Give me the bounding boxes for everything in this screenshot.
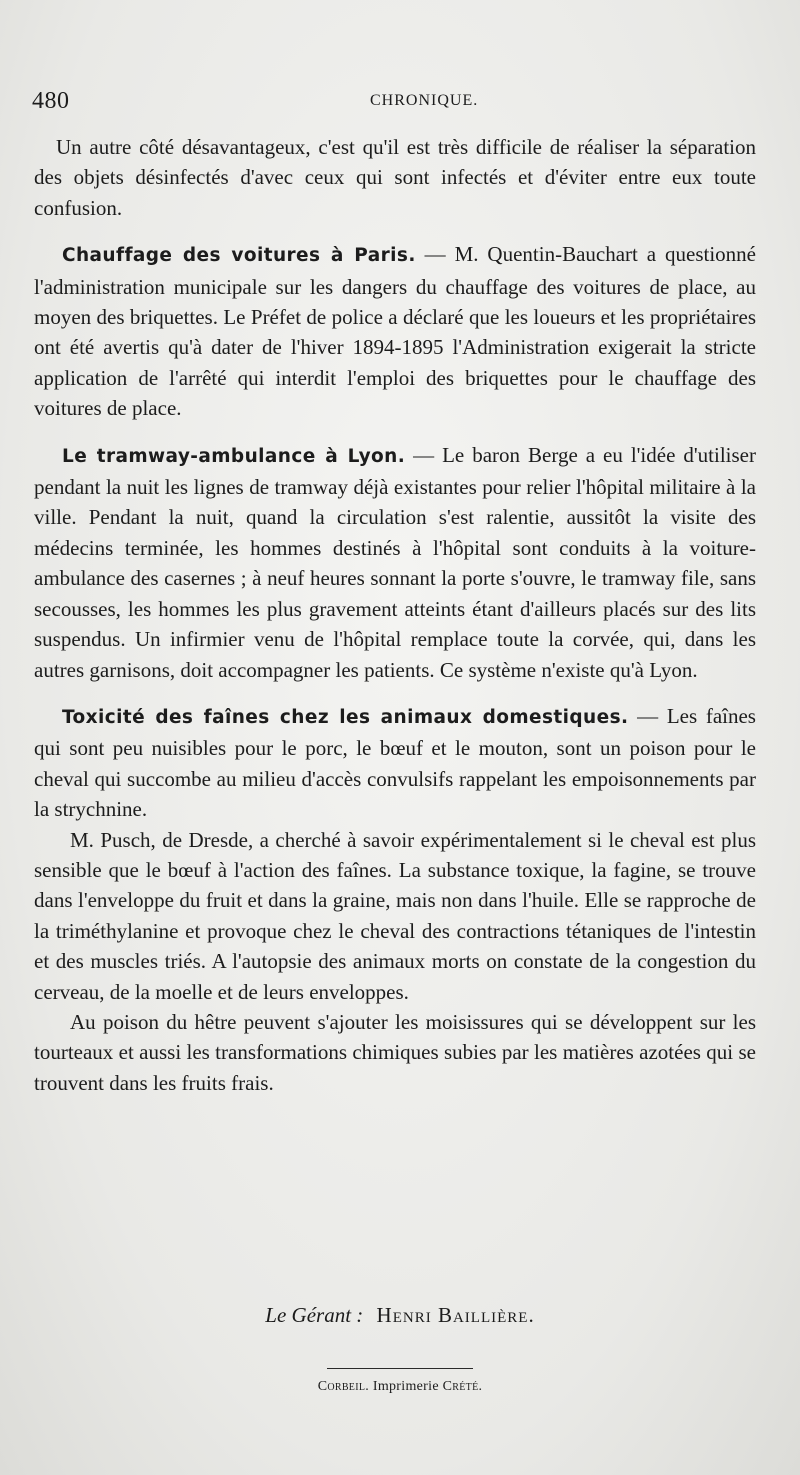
signature-line xyxy=(0,1303,800,1328)
section-text: — M. Quentin-Bauchart a questionné l'administration municipale sur les dangers du chauffage des voitures de place, au moyen des briquettes. Le Préfet de police a déclaré que les loueurs et les propriétaires ont été avertis qu'à dater de l'hiver 1894-1895 l'Administration exigerait la stricte application de l'arrêté qui interdit l'emploi des briquettes pour le chauffage des voitures de place. xyxy=(34,242,757,421)
imprint-text: Imprimerie xyxy=(372,1379,439,1394)
section-tramway xyxy=(34,440,756,685)
section-chauffage xyxy=(34,239,756,423)
imprint-place: Corbeil. xyxy=(317,1379,370,1394)
section-paragraph: M. Pusch, de Dresde, a cherché à savoir expérimentalement si le cheval est plus sensible que le bœuf à l'action des faînes. La substance toxique, la fagine, se trouve dans l'enveloppe du fruit et dans la graine, mais non dans l'huile. Elle se rapproche de la triméthylanine et provoque chez le cheval des contractions tétaniques de l'intestin et des muscles triés. A l'autopsie des animaux morts on constate de la congestion du cerveau, de la moelle et de leurs enveloppes. xyxy=(34,827,756,1004)
section-paragraph xyxy=(34,701,756,825)
printer-imprint xyxy=(0,1379,800,1395)
signature-label: Le Gérant : xyxy=(265,1303,364,1327)
intro-paragraph: Un autre côté désavantageux, c'est qu'il est très difficile de réaliser la séparation des objets désinfectés d'avec ceux qui sont infectés et d'éviter entre eux toute confusion. xyxy=(34,135,756,220)
page-number: 480 xyxy=(32,88,70,114)
section-heading: Chauffage des voitures à Paris. xyxy=(62,245,416,267)
imprint-printer: Crété. xyxy=(442,1379,483,1394)
section-text: — Le baron Berge a eu l'idée d'utiliser pendant la nuit les lignes de tramway déjà existantes pour relier l'hôpital militaire à la ville. Pendant la nuit, quand la circulation s'est ralentie, aussitôt la visite des médecins terminée, les hommes destinés à l'hôpital sont conduits à la voiture-ambulance des casernes ; à neuf heures sonnant la porte s'ouvre, le tramway file, sans secousses, les hommes les plus gravement atteints étant d'ailleurs placés sur des lits suspendus. Un infirmier venu de l'hôpital remplace toute la corvée, qui, dans les autres garnisons, doit accompagner les patients. Ce système n'existe qu'à Lyon. xyxy=(34,442,756,682)
signature-name: Henri Baillière. xyxy=(376,1303,535,1327)
section-heading: Le tramway-ambulance à Lyon. xyxy=(62,445,406,467)
section-paragraph xyxy=(34,239,756,423)
section-heading: Toxicité des faînes chez les animaux domestiques. xyxy=(62,706,629,728)
section-paragraph: Au poison du hêtre peuvent s'ajouter les moisissures qui se développent sur les tourteaux et aussi les transformations chimiques subies par les matières azotées qui se trouvent dans les fruits frais. xyxy=(34,1009,756,1095)
section-text: — Les faînes qui sont peu nuisibles pour le porc, le bœuf et le mouton, sont un poison pour le cheval qui succombe au milieu d'accès convulsifs rappelant les empoisonnements par la strychnine. xyxy=(34,703,756,822)
section-toxicite xyxy=(34,701,756,1098)
running-head: CHRONIQUE. xyxy=(370,92,479,109)
page-header xyxy=(30,88,770,122)
divider-rule xyxy=(327,1368,473,1369)
page-body xyxy=(34,132,756,1098)
section-paragraph xyxy=(34,440,756,685)
